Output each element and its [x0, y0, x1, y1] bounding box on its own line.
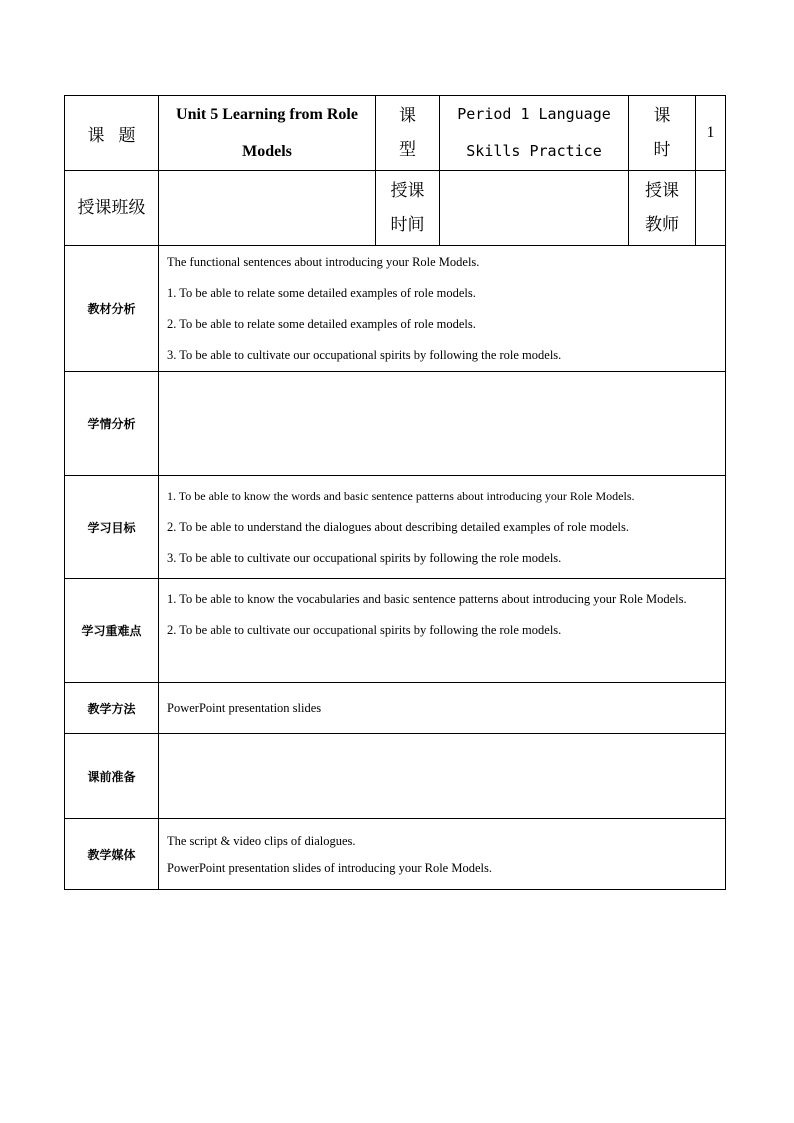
- row-preparation: [65, 734, 726, 819]
- learning-objectives-content: [159, 476, 726, 579]
- lesson-plan-table: [64, 95, 726, 890]
- material-analysis-label: 教材分析: [65, 246, 159, 372]
- key-point-line-1: 1. To be able to know the vocabularies and basic sentence patterns about introducing your Role Models.: [167, 592, 687, 606]
- hours-value: 1: [696, 96, 726, 171]
- teaching-media-label: 教学媒体: [65, 819, 159, 890]
- material-line-2: 1. To be able to relate some detailed examples of role models.: [167, 286, 476, 300]
- header-row-class: [65, 171, 726, 246]
- row-learner-analysis: [65, 372, 726, 476]
- teaching-media-content: [159, 819, 726, 890]
- key-points-content: [159, 579, 726, 683]
- key-points-label: 学习重难点: [65, 579, 159, 683]
- preparation-label: 课前准备: [65, 734, 159, 819]
- learning-objectives-label: 学习目标: [65, 476, 159, 579]
- hours-label: 课时: [629, 96, 696, 171]
- methods-line-1: PowerPoint presentation slides: [167, 700, 322, 715]
- time-label: 授课时间: [376, 171, 440, 246]
- learner-analysis-label: 学情分析: [65, 372, 159, 476]
- row-learning-objectives: [65, 476, 726, 579]
- teacher-value: [696, 171, 726, 246]
- row-teaching-methods: [65, 683, 726, 734]
- preparation-content: [159, 734, 726, 819]
- row-key-points: [65, 579, 726, 683]
- type-label: 课型: [376, 96, 440, 171]
- topic-label: 课题: [65, 96, 159, 171]
- objective-line-1: 1. To be able to know the words and basic sentence patterns about introducing your Role Models.: [167, 489, 635, 503]
- material-line-3: 2. To be able to relate some detailed examples of role models.: [167, 317, 476, 331]
- header-row-topic: [65, 96, 726, 171]
- teaching-methods-label: 教学方法: [65, 683, 159, 734]
- unit-title: Unit 5 Learning from Role Models: [159, 96, 376, 171]
- row-teaching-media: [65, 819, 726, 890]
- period-title: Period 1 Language Skills Practice: [440, 96, 629, 171]
- material-line-4: 3. To be able to cultivate our occupational spirits by following the role models.: [167, 348, 562, 362]
- teacher-label: 授课教师: [629, 171, 696, 246]
- class-value: [159, 171, 376, 246]
- teaching-methods-content: [159, 683, 726, 734]
- media-line-2: PowerPoint presentation slides of introducing your Role Models.: [167, 861, 492, 875]
- key-point-line-2: 2. To be able to cultivate our occupational spirits by following the role models.: [167, 623, 562, 637]
- objective-line-3: 3. To be able to cultivate our occupational spirits by following the role models.: [167, 551, 562, 565]
- row-material-analysis: [65, 246, 726, 372]
- media-line-1: The script & video clips of dialogues.: [167, 834, 356, 848]
- learner-analysis-content: [159, 372, 726, 476]
- time-value: [440, 171, 629, 246]
- objective-line-2: 2. To be able to understand the dialogues about describing detailed examples of role models.: [167, 520, 629, 534]
- material-analysis-content: [159, 246, 726, 372]
- material-line-1: The functional sentences about introducing your Role Models.: [167, 255, 480, 269]
- class-label: 授课班级: [65, 171, 159, 246]
